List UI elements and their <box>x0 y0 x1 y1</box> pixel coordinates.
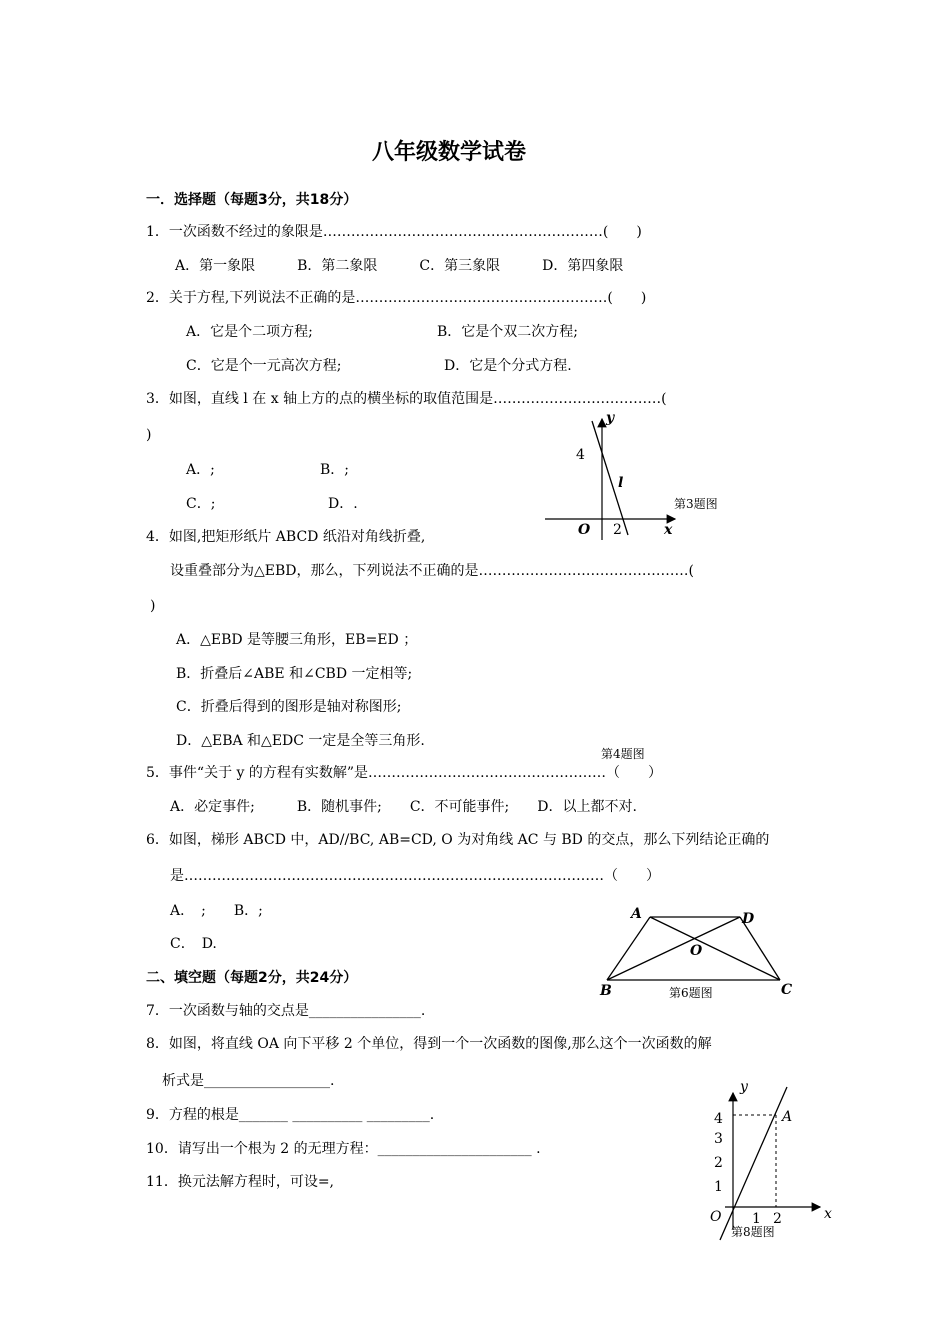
q2-stem: 2．关于方程,下列说法不正确的是………………………………………………( ) <box>146 290 647 306</box>
q5-options: A．必定事件; B．随机事件; C．不可能事件; D．以上都不对. <box>170 799 637 815</box>
q4-stem-2: 设重叠部分为△EBD，那么，下列说法不正确的是………………………………………( <box>170 563 694 579</box>
q3-option-d: D．. <box>328 496 358 512</box>
q6-options-ab: A． ; B．; <box>170 903 263 919</box>
q3-y-label: y <box>606 410 615 426</box>
q2-option-c: C．它是个一元高次方程; <box>186 358 342 374</box>
q6-side-ab <box>607 917 650 980</box>
q3-x-label: x <box>664 522 673 538</box>
q8-x-label: x <box>824 1206 832 1222</box>
q8-line-1: 8．如图，将直线 OA 向下平移 2 个单位，得到一个一次函数的图像,那么这个一次函数的解 <box>146 1036 712 1052</box>
section-1-heading: 一．选择题（每题3分，共18分） <box>146 192 358 208</box>
q6-stem-1: 6．如图，梯形 ABCD 中，AD//BC, AB=CD, O 为对角线 AC 与 BD 的交点，那么下列结论正确的 <box>146 832 770 848</box>
q6-caption: 第6题图 <box>669 986 713 1000</box>
q4-option-a: A．△EBD 是等腰三角形，EB=ED ； <box>176 632 418 648</box>
q6-figure <box>595 903 805 1003</box>
q8-y-tick-2: 2 <box>714 1155 723 1171</box>
q6-label-o: O <box>690 943 703 959</box>
q2-option-a: A．它是个二项方程; <box>186 324 313 340</box>
q3-option-a: A．; <box>186 462 215 478</box>
q4-stem-1: 4．如图,把矩形纸片 ABCD 纸沿对角线折叠, <box>146 529 426 545</box>
q8-y-tick-3: 3 <box>714 1131 723 1147</box>
q4-caption: 第4题图 <box>601 747 645 761</box>
q1-options: A．第一象限 B．第二象限 C．第三象限 D．第四象限 <box>175 258 624 274</box>
q4-option-b: B．折叠后∠ABE 和∠CBD 一定相等; <box>176 666 413 682</box>
q9: 9．方程的根是_______ __________ _________. <box>146 1107 435 1123</box>
q3-option-c: C．; <box>186 496 216 512</box>
section-2-heading: 二、填空题（每题2分，共24分） <box>146 970 358 986</box>
q8-y-label: y <box>740 1079 748 1095</box>
q6-options-cd: C． D. <box>170 936 217 952</box>
q3-y-tick: 4 <box>576 447 585 463</box>
q10: 10．请写出一个根为 2 的无理方程：______________________ . <box>146 1141 541 1157</box>
q4-paren: ) <box>150 598 156 614</box>
q8-y-tick-4: 4 <box>714 1111 723 1127</box>
q3-stem: 3．如图，直线 l 在 x 轴上方的点的横坐标的取值范围是………………………………( <box>146 391 667 407</box>
q8-caption: 第8题图 <box>731 1225 775 1239</box>
q2-option-b: B．它是个双二次方程; <box>437 324 579 340</box>
q6-label-a: A <box>631 906 642 922</box>
q8-point-a: A <box>782 1109 793 1125</box>
q4-option-d: D．△EBA 和△EDC 一定是全等三角形. <box>176 733 425 749</box>
page-title: 八年级数学试卷 <box>372 140 527 165</box>
q3-x-tick: 2 <box>613 522 622 538</box>
q3-figure <box>540 405 760 545</box>
q5-stem: 5．事件“关于 y 的方程有实数解”是……………………………………………（ ） <box>146 765 663 781</box>
q8-line-2: 析式是__________________. <box>162 1073 335 1089</box>
q3-paren: ) <box>146 427 152 443</box>
q3-origin: O <box>578 522 591 538</box>
q1-stem: 1．一次函数不经过的象限是……………………………………………………( ) <box>146 224 642 240</box>
q8-x-tick-1: 1 <box>752 1211 761 1227</box>
q6-label-b: B <box>600 983 612 999</box>
q8-origin: O <box>710 1209 722 1225</box>
q4-option-c: C．折叠后得到的图形是轴对称图形; <box>176 699 402 715</box>
q8-y-tick-1: 1 <box>714 1179 723 1195</box>
q3-option-b: B．; <box>320 462 350 478</box>
q3-line-label: l <box>618 475 624 491</box>
q11: 11．换元法解方程时，可设=, <box>146 1174 334 1190</box>
q8-figure <box>700 1075 850 1245</box>
q2-option-d: D．它是个分式方程. <box>444 358 572 374</box>
q8-x-tick-2: 2 <box>773 1211 782 1227</box>
q6-label-c: C <box>781 982 793 998</box>
q6-label-d: D <box>742 911 755 927</box>
q6-diagonal-bd <box>607 917 740 980</box>
q3-caption: 第3题图 <box>674 497 718 511</box>
q6-stem-2: 是………………………………………………………………………………（ ） <box>170 868 660 884</box>
q7: 7．一次函数与轴的交点是________________. <box>146 1003 426 1019</box>
